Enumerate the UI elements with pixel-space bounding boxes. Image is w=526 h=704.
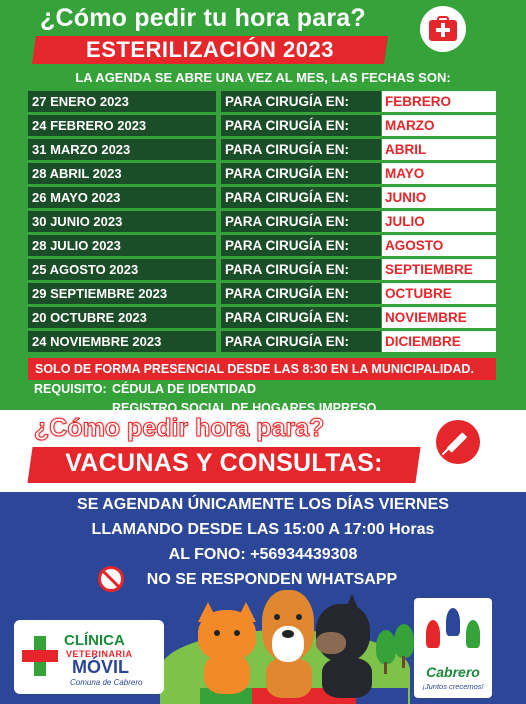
cabrero-logo-slogan: ¡Juntos crecemos! [422,682,484,691]
schedule-month: ABRIL [382,139,496,160]
cat-illustration [196,610,258,690]
presencial-notice: SOLO DE FORMA PRESENCIAL DESDE LAS 8:30 EN LA MUNICIPALIDAD. [28,358,496,380]
requirement-item: CÉDULA DE IDENTIDAD [112,382,256,396]
schedule-row [28,282,498,306]
call-hours-text: LLAMANDO DESDE LAS 15:00 A 17:00 Horas [91,521,435,538]
clinic-logo-sub: VETERINARIA [66,649,133,659]
schedule-row [28,186,498,210]
schedule-date: 29 SEPTIEMBRE 2023 [28,283,216,304]
figure-icon [466,620,480,648]
schedule-label: PARA CIRUGÍA EN: [221,235,381,256]
schedule-label: PARA CIRUGÍA EN: [221,283,381,304]
tree-trunk [402,656,405,668]
schedule-row [28,90,498,114]
schedule-label: PARA CIRUGÍA EN: [221,187,381,208]
schedule-date: 28 JULIO 2023 [28,235,216,256]
schedule-row [28,234,498,258]
requirement-label: REQUISITO: [34,382,107,396]
schedule-label: PARA CIRUGÍA EN: [221,139,381,160]
schedule-month: MAYO [382,163,496,184]
requirement-item: REGISTRO SOCIAL DE HOGARES IMPRESO [112,401,377,415]
schedule-days-text: SE AGENDAN ÚNICAMENTE LOS DÍAS VIERNES [77,496,449,513]
schedule-month: SEPTIEMBRE [382,259,496,280]
black-dog-illustration [312,596,376,696]
tree-icon [376,630,396,664]
schedule-row [28,306,498,330]
schedule-row [28,330,498,354]
first-aid-kit-icon [420,6,466,52]
schedule-month: NOVIEMBRE [382,307,496,328]
schedule-row [28,258,498,282]
schedule-label: PARA CIRUGÍA EN: [221,211,381,232]
schedule-month: AGOSTO [382,235,496,256]
figure-icon [446,608,460,636]
syringe-icon [436,420,480,464]
tree-icon [394,624,414,658]
cabrero-logo [414,598,492,698]
schedule-row [28,210,498,234]
schedule-date: 26 MAYO 2023 [28,187,216,208]
schedule-date: 28 ABRIL 2023 [28,163,216,184]
schedule-intro: LA AGENDA SE ABRE UNA VEZ AL MES, LAS FECHAS SON: [75,70,451,85]
figure-icon [426,620,440,648]
vaccines-title: ¿Cómo pedir hora para? [34,414,325,442]
schedule-row [28,138,498,162]
dog-illustration [258,590,318,690]
phone-text: AL FONO: +56934439308 [168,546,358,563]
sterilization-banner: ESTERILIZACIÓN 2023 [86,37,334,62]
schedule-month: JULIO [382,211,496,232]
schedule-month: OCTUBRE [382,283,496,304]
schedule-label: PARA CIRUGÍA EN: [221,259,381,280]
medical-cross-icon [22,636,58,676]
schedule-label: PARA CIRUGÍA EN: [221,163,381,184]
schedule-month: DICIEMBRE [382,331,496,352]
schedule-date: 27 ENERO 2023 [28,91,216,112]
clinic-logo-comuna: Comuna de Cabrero [70,678,143,687]
schedule-row [28,114,498,138]
schedule-month: FEBRERO [382,91,496,112]
schedule-date: 25 AGOSTO 2023 [28,259,216,280]
schedule-table [28,90,498,354]
no-symbol-icon [98,566,124,592]
clinic-logo [14,620,164,694]
clinic-logo-title: CLÍNICA [64,632,125,649]
schedule-date: 20 OCTUBRE 2023 [28,307,216,328]
vaccines-banner: VACUNAS Y CONSULTAS: [65,449,383,477]
schedule-date: 24 NOVIEMBRE 2023 [28,331,216,352]
cabrero-logo-name: Cabrero [426,664,480,680]
no-whatsapp-text: NO SE RESPONDEN WHATSAPP [146,571,398,588]
schedule-date: 24 FEBRERO 2023 [28,115,216,136]
schedule-month: MARZO [382,115,496,136]
schedule-label: PARA CIRUGÍA EN: [221,115,381,136]
schedule-date: 31 MARZO 2023 [28,139,216,160]
clinic-logo-main: MÓVIL [72,657,129,677]
sterilization-title: ¿Cómo pedir tu hora para? [40,4,366,32]
schedule-label: PARA CIRUGÍA EN: [221,331,381,352]
schedule-label: PARA CIRUGÍA EN: [221,307,381,328]
schedule-row [28,162,498,186]
tree-trunk [384,662,387,674]
schedule-month: JUNIO [382,187,496,208]
schedule-label: PARA CIRUGÍA EN: [221,91,381,112]
schedule-date: 30 JUNIO 2023 [28,211,216,232]
